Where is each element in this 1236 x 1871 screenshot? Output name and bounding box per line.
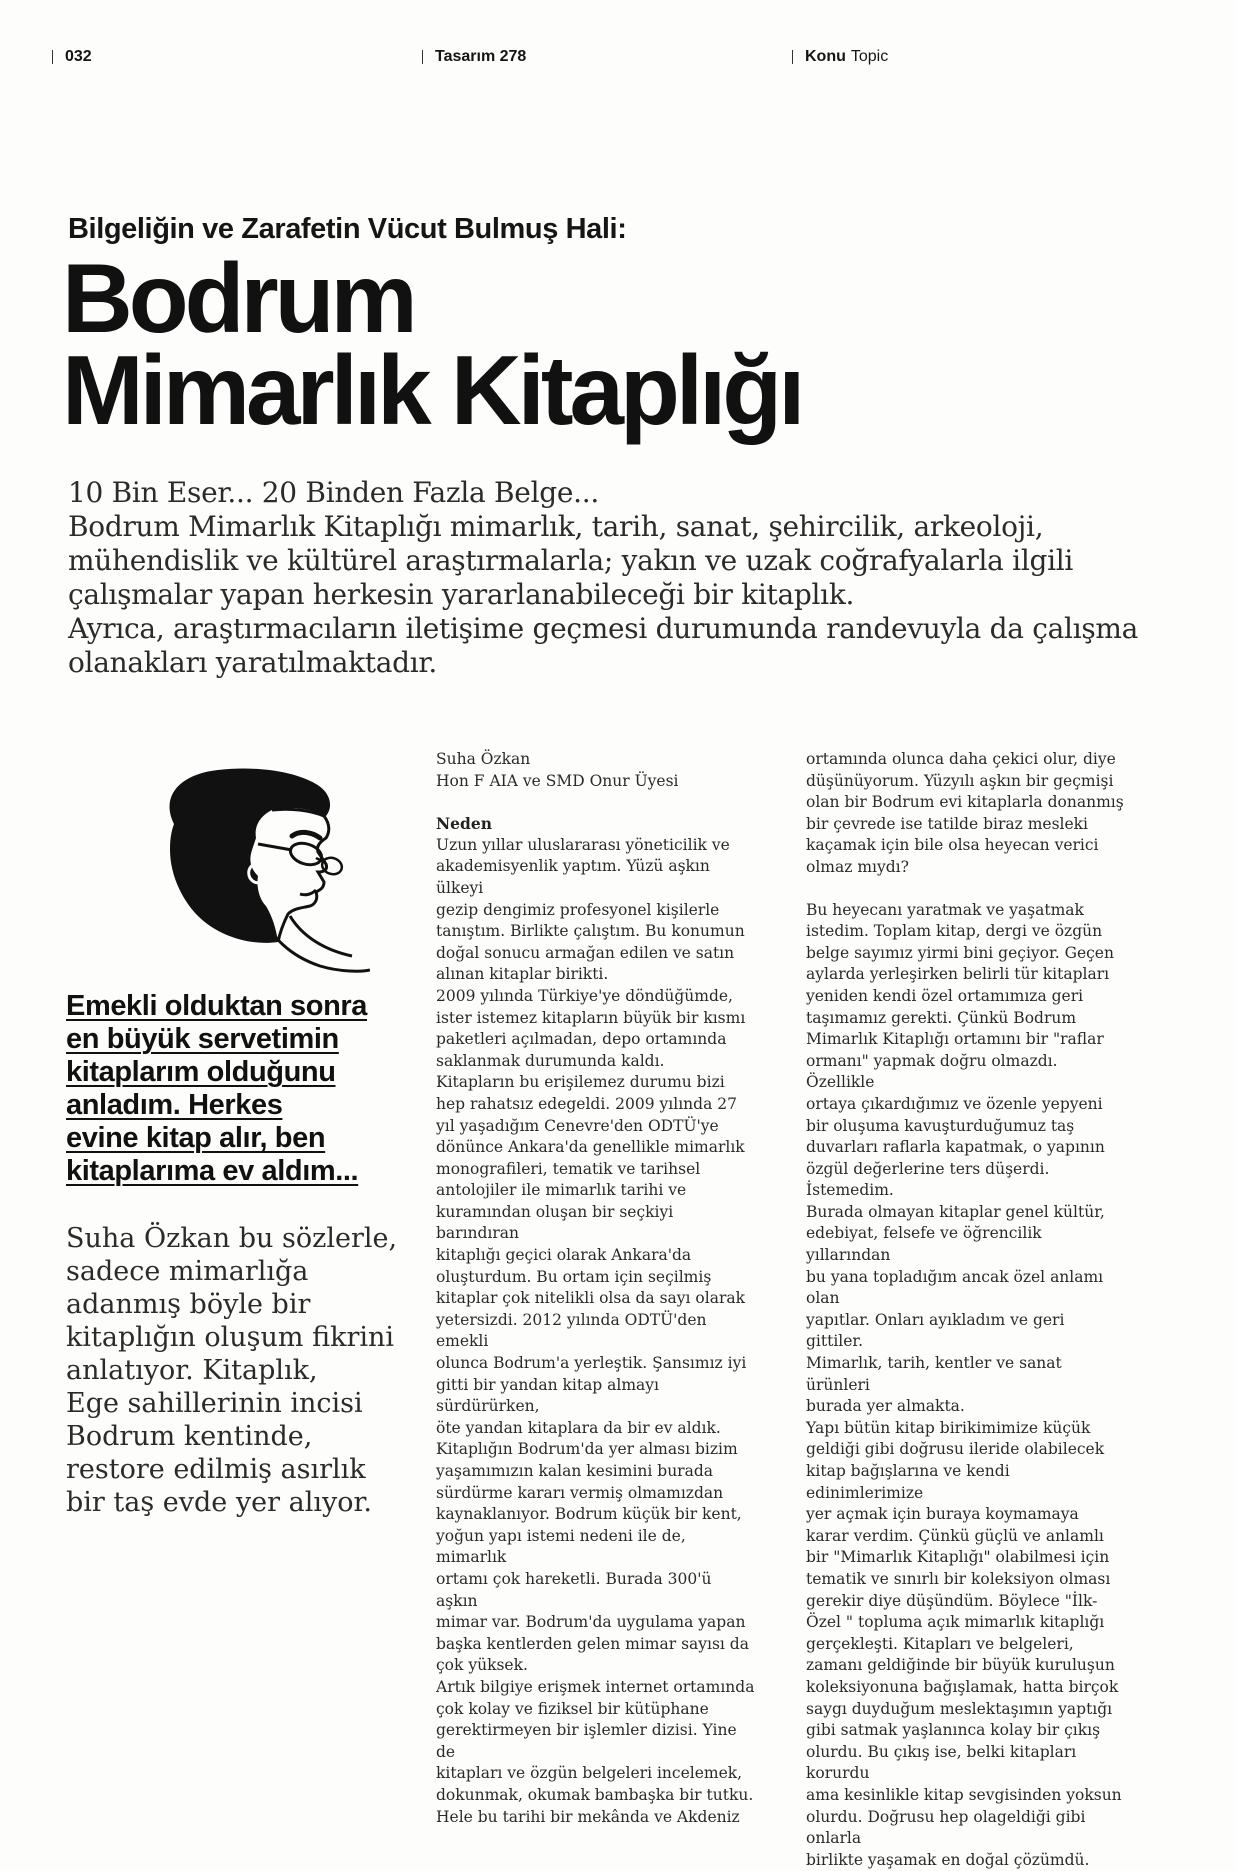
- pull-quote: [66, 990, 396, 1188]
- lead-paragraph: [68, 476, 1198, 680]
- title-line-2: Mimarlık Kitaplığı: [62, 335, 802, 445]
- section-sublabel: Topic: [850, 48, 889, 65]
- summary-line: bir taş evde yer alıyor.: [66, 1487, 372, 1518]
- quote-line: en büyük servetimin: [66, 1023, 339, 1055]
- paragraph: Bu heyecanı yaratmak ve yaşatmak istedim. Toplam kitap, dergi ve özgün belge sayımız yirmi bini geçiyor. Geçen aylarda yerleşirken belirli tür kitapları yeniden kendi özel ortamımıza geri taşımamız gerekti. Çünkü Bodrum Mimarlık Kitaplığı ortamını bir "raflar ormanı" yapmak doğru olmazdı. Özellikle ortaya çıkardığımız ve özenle yepyeni bir oluşuma kavuşturduğumuz taş duvarları raflarla kapatmak, o yapının özgül değerlerine ters düşerdi. İstemedim. Burada olmayan kitaplar genel kültür, edebiyat, felsefe ve öğrencilik yıllarından bu yana topladığım ancak özel anlamı olan yapıtlar. Onları ayıkladım ve geri gittiler. Mimarlık, tarih, kentler ve sanat ürünleri burada yer almakta.: [806, 900, 1114, 1416]
- summary-line: kitaplığın oluşum fikrini: [66, 1322, 395, 1353]
- lead-line: çalışmalar yapan herkesin yararlanabileceği bir kitaplık.: [68, 578, 855, 611]
- lead-line: Bodrum Mimarlık Kitaplığı mimarlık, tarih, sanat, şehircilik, arkeoloji,: [68, 510, 1044, 543]
- paragraph: Artık bilgiye erişmek internet ortamında çok kolay ve fiziksel bir kütüphane gerektirmeyen bir işlemler dizisi. Yine de kitapları ve özgün belgeleri incelemek, dokunmak, okumak bambaşka bir tutku. Hele bu tarihi bir mekânda ve Akdeniz: [436, 1677, 755, 1826]
- summary-line: adanmış böyle bir: [66, 1289, 311, 1320]
- section-block: [792, 48, 888, 66]
- summary-line: Bodrum kentinde,: [66, 1421, 313, 1452]
- summary-line: sadece mimarlığa: [66, 1256, 309, 1287]
- lead-line: mühendislik ve kültürel araştırmalarla; yakın ve uzak coğrafyalarla ilgili: [68, 544, 1074, 577]
- article-column-2: [806, 749, 1126, 1871]
- lead-line: Ayrıca, araştırmacıların iletişime geçmesi durumunda randevuyla da çalışma: [68, 612, 1139, 645]
- running-header: [0, 48, 1236, 72]
- summary-text: [66, 1222, 406, 1519]
- section-heading: Neden: [436, 814, 492, 834]
- paragraph: 2009 yılında Türkiye'ye döndüğümde, ister istemez kitapların büyük bir kısmı paketleri açılmadan, depo ortamında saklanmak durumunda kaldı.: [436, 986, 746, 1070]
- lead-line: 10 Bin Eser... 20 Binden Fazla Belge...: [68, 476, 599, 509]
- summary-line: restore edilmiş asırlık: [66, 1454, 366, 1485]
- divider: [422, 50, 423, 64]
- title-line-1: Bodrum: [62, 243, 414, 353]
- paragraph: Kitaplığın Bodrum'da yer alması bizim yaşamımızın kalan kesimini burada sürdürme kararı vermiş olmamızdan kaynaklanıyor. Bodrum küçük bir kent, yoğun yapı istemi nedeni ile de, mimarlık ortamı çok hareketli. Burada 300'ü aşkın mimar var. Bodrum'da uygulama yapan başka kentlerden gelen mimar sayısı da çok yüksek.: [436, 1440, 749, 1675]
- section-label: Konu: [805, 48, 846, 65]
- quote-line: anladım. Herkes: [66, 1089, 283, 1121]
- paragraph: Uzun yıllar uluslararası yöneticilik ve akademisyenlik yaptım. Yüzü aşkın ülkeyi gezip dengimiz profesyonel kişilerle tanıştım. Birlikte çalıştım. Bu konumun doğal sonucu armağan edilen ve satın alınan kitaplar birikti.: [436, 835, 745, 984]
- article-title: [62, 243, 802, 445]
- magazine-block: [422, 48, 526, 66]
- article-kicker: Bilgeliğin ve Zarafetin Vücut Bulmuş Hali:: [68, 213, 627, 245]
- summary-line: Ege sahillerinin incisi: [66, 1388, 363, 1419]
- author-title: Hon F AIA ve SMD Onur Üyesi: [436, 771, 679, 790]
- page-number: 032: [65, 48, 92, 65]
- paragraph: ortamında olunca daha çekici olur, diye düşünüyorum. Yüzyılı aşkın bir geçmişi olan bir Bodrum evi kitaplarla donanmış bir çevrede ise tatilde biraz mesleki kaçamak için bile olsa heyecan verici olmaz mıydı?: [806, 750, 1124, 876]
- summary-line: Suha Özkan bu sözlerle,: [66, 1223, 398, 1254]
- lead-line: olanakları yaratılmaktadır.: [68, 646, 437, 679]
- article-column-1: [436, 749, 756, 1828]
- paragraph: Kitapların bu erişilemez durumu bizi hep rahatsız edegeldi. 2009 yılında 27 yıl yaşadığım Cenevre'den ODTÜ'ye dönünce Ankara'da genellikle mimarlık monografileri, tematik ve tarihsel antolojiler ile mimarlık tarihi ve kuramından oluşan bir seçkiyi barındıran kitaplığı geçici olarak Ankara'da oluşturdum. Bu ortam için seçilmiş kitaplar çok nitelikli olsa da sayı olarak yetersizdi. 2012 yılında ODTÜ'den emekli olunca Bodrum'a yerleştik. Şansımız iyi gitti bir yandan kitap almayı sürdürürken, öte yandan kitaplara da bir ev aldık.: [436, 1073, 747, 1437]
- portrait-illustration: [140, 766, 370, 974]
- divider: [792, 50, 793, 64]
- quote-line: kitaplarıma ev aldım...: [66, 1155, 359, 1187]
- magazine-name: Tasarım 278: [435, 48, 527, 65]
- summary-line: anlatıyor. Kitaplık,: [66, 1355, 318, 1386]
- quote-line: Emekli olduktan sonra: [66, 990, 368, 1022]
- paragraph: Yapı bütün kitap birikimimize küçük geldiği gibi doğrusu ileride olabilecek kitap bağışlarına ve kendi edinimlerimize yer açmak için buraya koymamaya karar verdim. Çünkü güçlü ve anlamlı bir "Mimarlık Kitaplığı" olabilmesi için tematik ve sınırlı bir koleksiyon olması gerekir diye düşündüm. Böylece "İlk- Özel " topluma açık mimarlık kitaplığı gerçekleşti. Kitapları ve belgeleri, zamanı geldiğinde bir büyük kuruluşun koleksiyonuna bağışlamak, hatta birçok saygı duyduğum meslektaşımın yaptığı gibi satmak yaşlanınca kolay bir çıkış olurdu. Bu çıkış ise, belki kitapları korurdu ama kesinlikle kitap sevgisinden yoksun olurdu. Doğrusu hep olageldiği gibi onlarla birlikte yaşamak en doğal çözümdü.: [806, 1418, 1122, 1869]
- page-number-block: [52, 48, 92, 66]
- quote-line: evine kitap alır, ben: [66, 1122, 326, 1154]
- author-name: Suha Özkan: [436, 750, 531, 768]
- quote-line: kitaplarım olduğunu: [66, 1056, 336, 1088]
- divider: [52, 50, 53, 64]
